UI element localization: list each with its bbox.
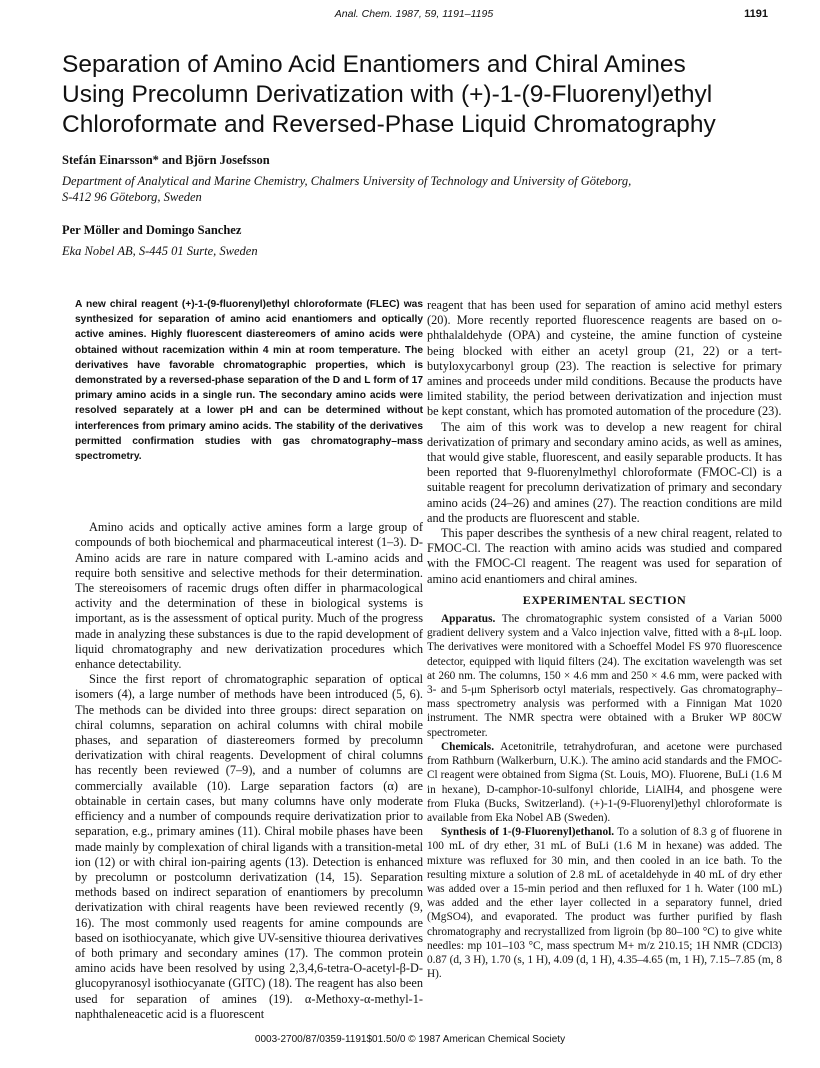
affiliation-line: S-412 96 Göteborg, Sweden (62, 190, 202, 204)
body-paragraph: Since the first report of chromatographic separation of optical isomers (4), a large number of methods have been introduced (5, 6). The methods can be divided into three groups: direct separation on chiral columns, separation on achiral columns with chiral mobile phases, and separation of diastereomers formed by precolumn derivatization with chiral reagents. Development of chiral columns has recently been reviewed (7–9), and a number of columns are commercially available (10). Large separation factors (α) are obtainable in certain cases, but many columns have only moderate efficiency and a number of compounds require derivatization prior to separation, e.g., primary amines (11). Chiral mobile phases have been made mainly by complexation of chiral ligands with a transition-metal ion (12) or with chiral ion-pairing agents (13). Detection is enhanced by precolumn or postcolumn derivatization (14, 15). Separation methods based on indirect separation of enantiomers by precolumn derivatization with chiral reagents have been reviewed recently (9, 16). The most commonly used reagents for amine compounds are based on isothiocyanate, which give UV-sensitive thiourea derivatives of both primary and secondary amines (17). The common protein amino acids have been resolved by using 2,3,4,6-tetra-O-acetyl-β-D-glucopyranosyl isothiocyanate (GITC) (18). The reagent has also been used for separation of amines (19). α-Methoxy-α-methyl-1-naphthaleneacetic acid is a fluorescent (75, 672, 423, 1021)
body-paragraph: This paper describes the synthesis of a new chiral reagent, related to FMOC-Cl. The reaction with amino acids was studied and compared with the FMOC-Cl reagent. The reagent was used for separation of amino acid enantiomers and chiral amines. (427, 526, 782, 586)
section-heading: EXPERIMENTAL SECTION (522, 592, 687, 607)
copyright-footer: 0003-2700/87/0359-1191$01.50/0 © 1987 American Chemical Society (254, 1034, 566, 1045)
subsection-head: Apparatus. (441, 613, 496, 626)
column-spacer (75, 464, 423, 520)
title-line: Using Precolumn Derivatization with (+)-1-(9-Fluorenyl)ethyl (62, 81, 713, 108)
journal-citation: Anal. Chem. 1987, 59, 1191–1195 (334, 8, 494, 20)
title-line: Separation of Amino Acid Enantiomers and Chiral Amines (62, 51, 686, 78)
body-paragraph: Amino acids and optically active amines form a large group of compounds of both biochemical and pharmaceutical interest (1–3). D-Amino acids are rare in nature compared with L-amino acids and require both sensitive and selective methods for their determination. The stereoisomers of racemic drugs often differ in pharmacological activity and the determination of these in biological systems is important, as is the assessment of optical purity. Much of the progress made in analyzing these substances is due to the rapid development of liquid chromatography and new derivatization procedures which enhance detectability. (75, 520, 423, 672)
author-group-1: Stefán Einarsson* and Björn Josefsson (62, 153, 270, 167)
subsection-text: The chromatographic system consisted of a Varian 5000 gradient delivery system and a Valco injection valve, fitted with a 8-μL loop. The derivatives were monitored with a Schoeffel Model FS 970 fluorescence detector, equipped with liquid filters (24). The excitation wavelength was set at 260 nm. The columns, 150 × 4.6 mm and 250 × 4.6 mm, were packed with 3- and 5-μm Spherisorb octyl materials, respectively. Gas chromatography–mass spectrometry analysis was performed with a Finnigan Mat 1020 instrument. The NMR spectra were obtained with a Bruker WP 80CW spectrometer. (427, 613, 782, 739)
author-group-2: Per Möller and Domingo Sanchez (62, 223, 242, 237)
experimental-paragraph (427, 825, 782, 981)
abstract: A new chiral reagent (+)-1-(9-fluorenyl)ethyl chloroformate (FLEC) was synthesized for separation of amino acid enantiomers and optically active amines. Highly fluorescent diastereomers of amino acids were obtained without racemization within 4 min at room temperature. The derivatives have favorable chromatographic properties, which is demonstrated by a reversed-phase separation of the D and L form of 17 primary amino acids in a single run. The secondary amino acids were resolved separately at a lower pH and can be determined without interferences from primary amino acids. The stability of the derivatives permitted confirmation studies with gas chromatography–mass spectrometry. (75, 299, 423, 463)
affiliation-2: Eka Nobel AB, S-445 01 Surte, Sweden (62, 244, 258, 258)
affiliation-line: Department of Analytical and Marine Chemistry, Chalmers University of Technology and University of Göteborg, (62, 174, 632, 188)
left-column (75, 297, 423, 1022)
title-line: Chloroformate and Reversed-Phase Liquid Chromatography (62, 111, 716, 138)
affiliation-1 (62, 173, 782, 205)
right-column (427, 298, 782, 981)
article-title (62, 50, 782, 140)
body-paragraph: reagent that has been used for separation of amino acid methyl esters (20). More recently reported fluorescence reagents are based on o-phthalaldehyde (OPA) and cysteine, the amine function of cysteine being blocked with either an acetyl group (21, 22) or a tert-butyloxycarbonyl group (23). The reaction is selective for primary amines and proceeds under mild conditions. Because the products have limited stability, the period between derivatization and injection must be kept constant, which has promoted automation of the procedure (23). (427, 298, 782, 419)
subsection-text: Acetonitrile, tetrahydrofuran, and acetone were purchased from Rathburn (Walkerburn, U.K.). The amino acid standards and the FMOC-Cl reagent were obtained from Sigma (St. Louis, MO). Fluorene, BuLi (1.6 M in hexane), D-camphor-10-sulfonyl chloride, LiAlH4, and phosgene were from Fluka (Bucks, Switzerland). (+)-1-(9-Fluorenyl)ethyl chloroformate is available from Eka Nobel AB (Sweden). (427, 740, 782, 824)
subsection-head: Chemicals. (441, 740, 495, 753)
body-paragraph: The aim of this work was to develop a new reagent for chiral derivatization of primary and secondary amino acids, as well as amines, that would give stable, fluorescent, and easily separable products. It has been reported that 9-fluorenylmethyl chloroformate (FMOC-Cl) is a suitable reagent for precolumn derivatization of primary and secondary amino acids (24–26) and amines (27). The reaction conditions are mild and the products are fluorescent and stable. (427, 419, 782, 525)
running-header (60, 8, 768, 26)
experimental-paragraph (427, 740, 782, 825)
page-number: 1191 (744, 8, 768, 20)
subsection-head: Synthesis of 1-(9-Fluorenyl)ethanol. (441, 826, 615, 839)
subsection-text: To a solution of 8.3 g of fluorene in 100 mL of dry ether, 31 mL of BuLi (1.6 M in hexane) was added. The mixture was refluxed for 30 min, and then cooled in an ice bath. To the resulting mixture a solution of 2.8 mL of acetaldehyde in 40 mL of dry ether was added over a 15-min period and then refluxed for 1 h. Water (100 mL) was added and the ether layer collected in a separatory funnel, dried (MgSO4), and evaporated. The product was further purified by flash chromatography and recrystallized from ligroin (bp 80–100 °C) to give white needles: mp 101–103 °C, mass spectrum M+ m/z 210.15; 1H NMR (CDCl3) 0.87 (d, 3 H), 1.70 (s, 1 H), 4.09 (d, 1 H), 4.35–4.65 (m, 1 H), 7.15–7.85 (m, 8 H). (427, 826, 782, 981)
experimental-paragraph (427, 612, 782, 740)
